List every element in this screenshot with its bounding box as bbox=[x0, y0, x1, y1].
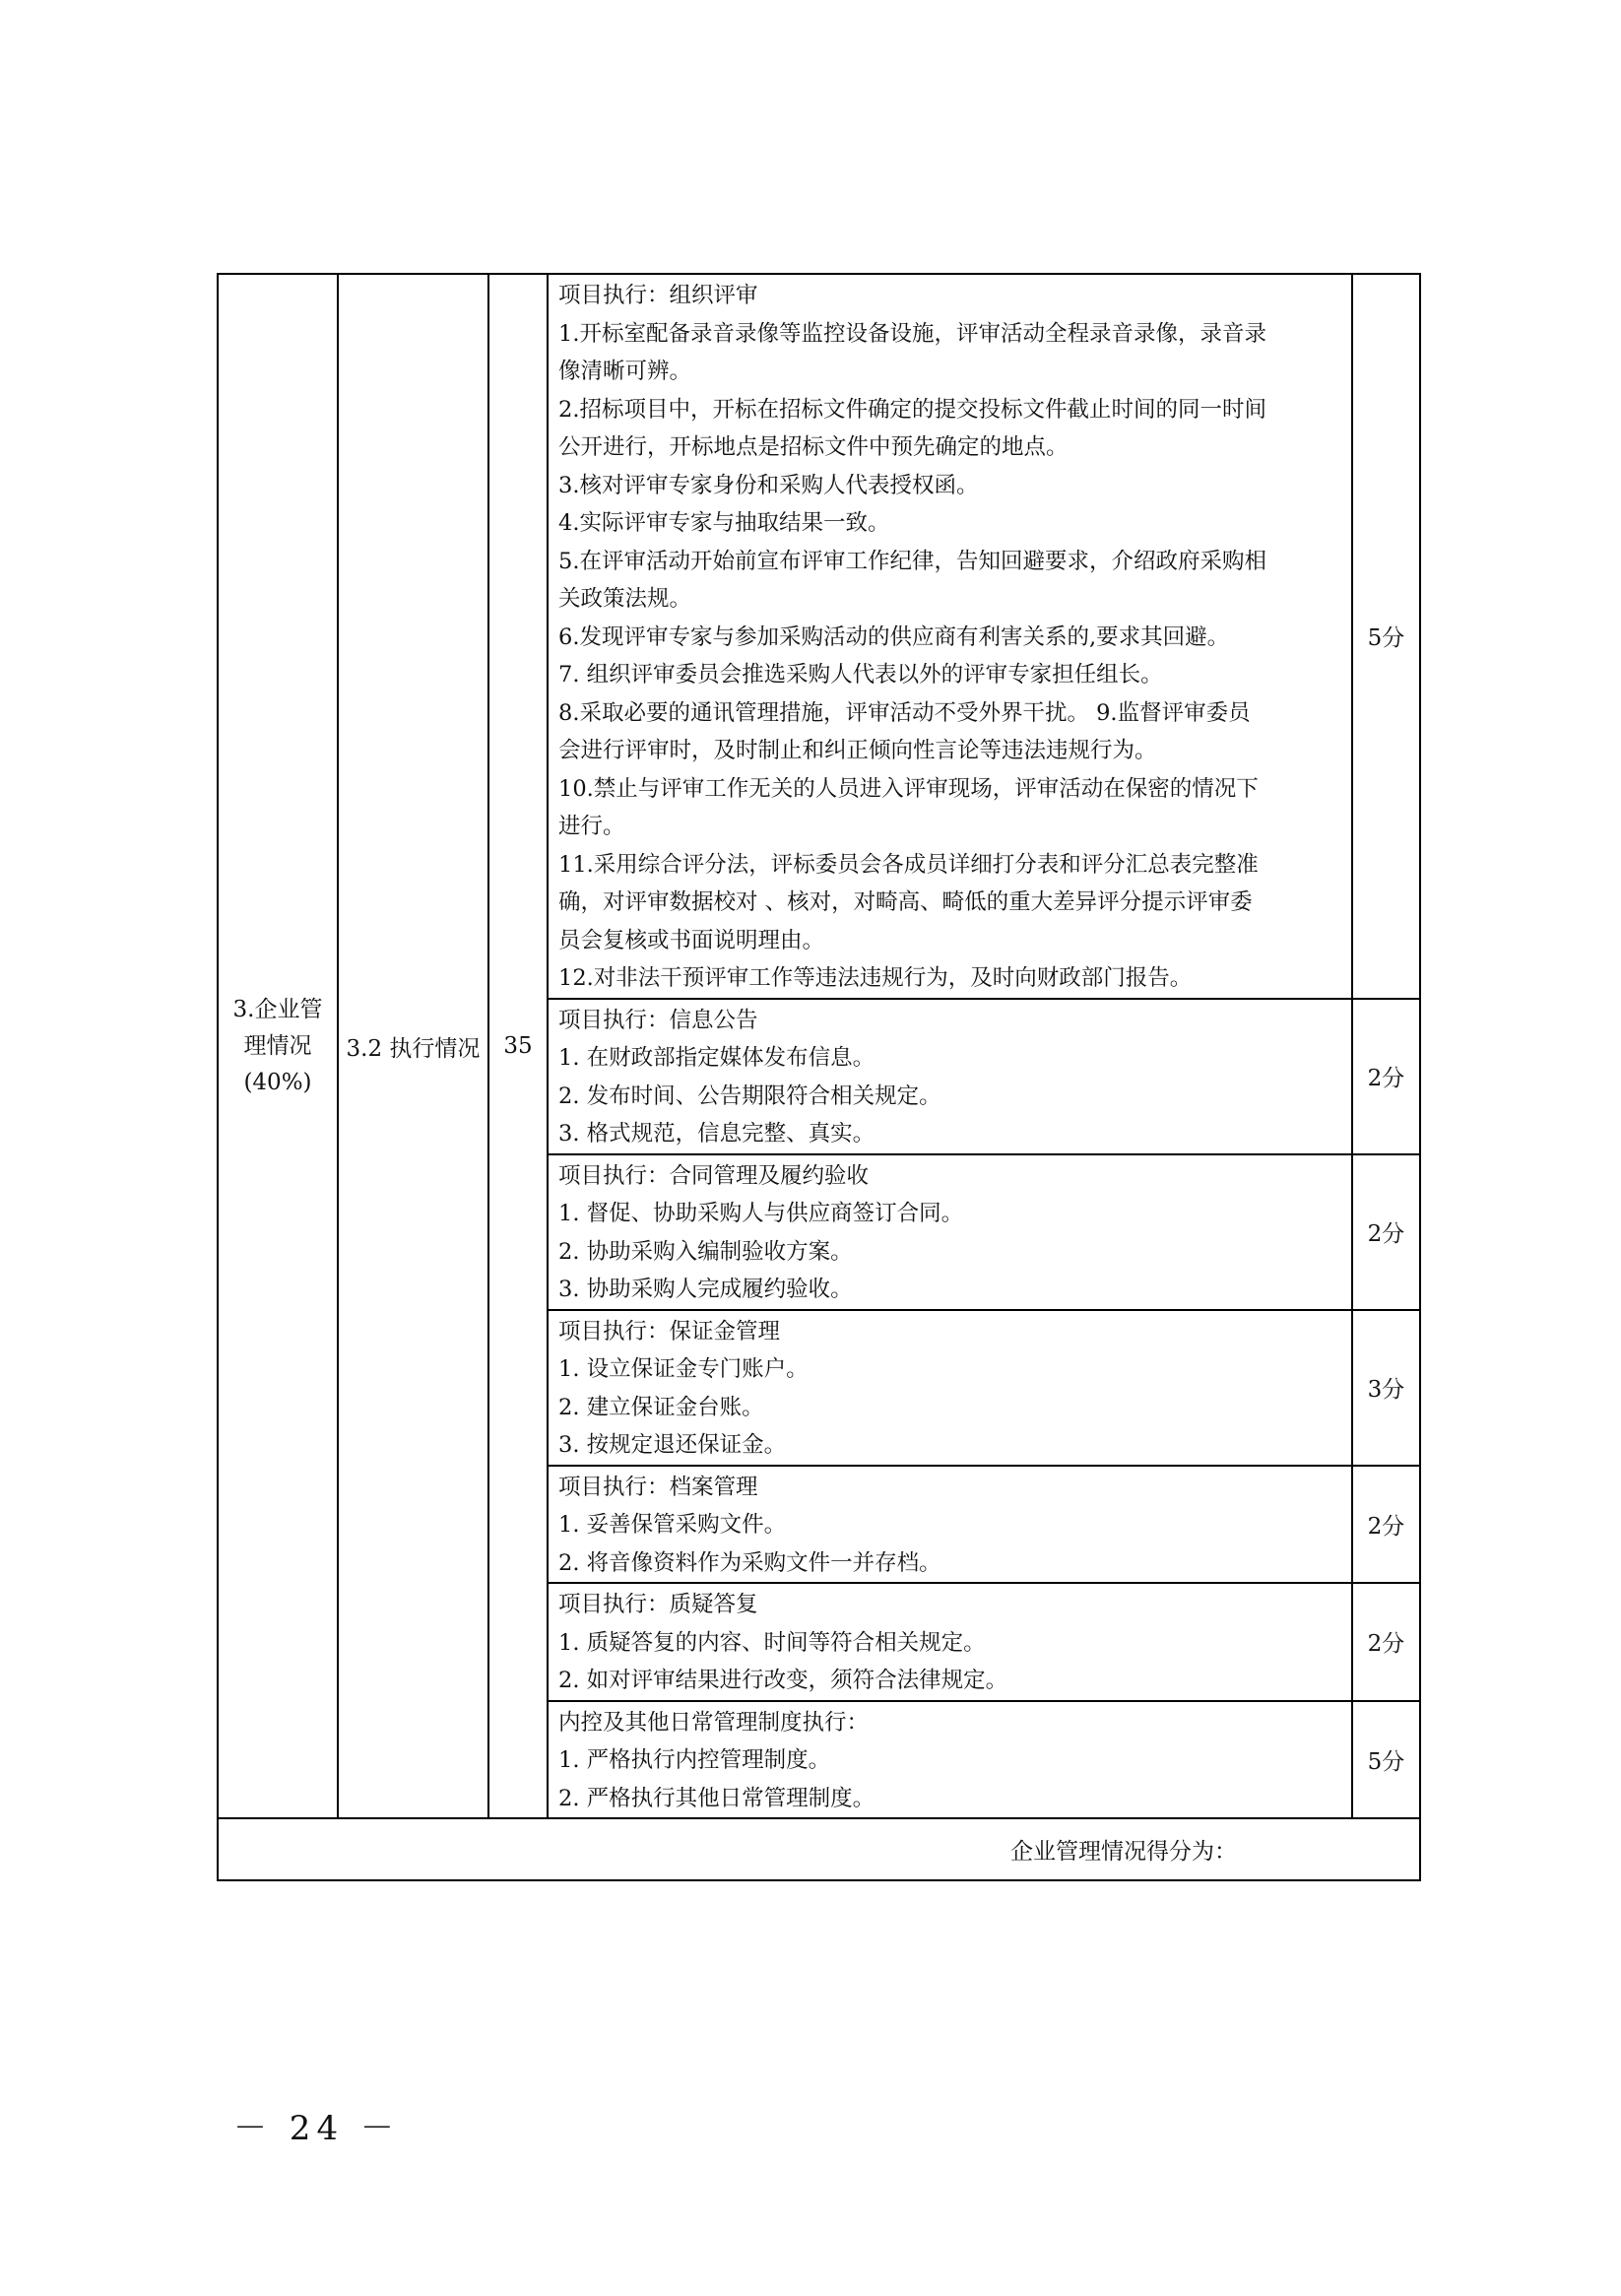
item-content-cell bbox=[548, 1583, 1352, 1701]
item-line: 确，对评审数据校对 、核对，对畸高、畸低的重大差异评分提示评审委 bbox=[558, 889, 1253, 915]
total-row bbox=[218, 1818, 1420, 1880]
item-line: 6.发现评审专家与参加采购活动的供应商有利害关系的,要求其回避。 bbox=[558, 623, 1230, 650]
item-line: 关政策法规。 bbox=[558, 586, 692, 612]
item-line: 3. 协助采购人完成履约验收。 bbox=[558, 1277, 853, 1302]
item-line: 1. 设立保证金专门账户。 bbox=[558, 1356, 809, 1382]
item-heading: 项目执行：保证金管理 bbox=[558, 1318, 781, 1345]
item-heading: 项目执行：组织评审 bbox=[558, 283, 758, 308]
item-line: 2.招标项目中，开标在招标文件确定的提交投标文件截止时间的同一时间 bbox=[558, 396, 1266, 423]
item-line: 2. 协助采购入编制验收方案。 bbox=[558, 1238, 853, 1265]
category-label-line: 理情况 bbox=[243, 1032, 312, 1059]
item-line: 11.采用综合评分法，评标委员会各成员详细打分表和评分汇总表完整准 bbox=[558, 851, 1259, 878]
subcategory-cell: 3.2 执行情况 bbox=[338, 274, 488, 1818]
item-line: 像清晰可辨。 bbox=[558, 359, 692, 384]
item-line: 1. 质疑答复的内容、时间等符合相关规定。 bbox=[558, 1629, 986, 1656]
item-heading: 项目执行：信息公告 bbox=[558, 1007, 758, 1033]
item-score-cell: 2分 bbox=[1352, 1154, 1420, 1310]
item-score-cell: 5分 bbox=[1352, 274, 1420, 999]
page-number: － 24 － bbox=[233, 2109, 400, 2148]
item-score-cell: 5分 bbox=[1352, 1701, 1420, 1819]
item-content-cell bbox=[548, 999, 1352, 1154]
item-line: 4.实际评审专家与抽取结果一致。 bbox=[558, 510, 890, 536]
item-line: 1. 督促、协助采购人与供应商签订合同。 bbox=[558, 1201, 964, 1226]
item-heading: 内控及其他日常管理制度执行： bbox=[558, 1709, 870, 1736]
item-line: 进行。 bbox=[558, 814, 625, 839]
category-cell bbox=[218, 274, 338, 1818]
item-line: 8.采取必要的通讯管理措施，评审活动不受外界干扰。 9.监督评审委员 bbox=[558, 699, 1251, 726]
item-score-cell: 2分 bbox=[1352, 1466, 1420, 1584]
item-score-cell: 3分 bbox=[1352, 1310, 1420, 1466]
item-line: 员会复核或书面说明理由。 bbox=[558, 927, 825, 953]
item-line: 3. 按规定退还保证金。 bbox=[558, 1432, 787, 1458]
table-row bbox=[218, 274, 1420, 999]
weight-cell: 35 bbox=[488, 274, 548, 1818]
item-line: 公开进行，开标地点是招标文件中预先确定的地点。 bbox=[558, 434, 1069, 460]
total-score-label: 企业管理情况得分为： bbox=[218, 1818, 1420, 1880]
item-line: 5.在评审活动开始前宣布评审工作纪律，告知回避要求，介绍政府采购相 bbox=[558, 548, 1266, 574]
item-line: 2. 如对评审结果进行改变，须符合法律规定。 bbox=[558, 1668, 1008, 1693]
item-score-cell: 2分 bbox=[1352, 1583, 1420, 1701]
item-score-cell: 2分 bbox=[1352, 999, 1420, 1154]
item-line: 1. 在财政部指定媒体发布信息。 bbox=[558, 1045, 875, 1071]
item-line: 2. 建立保证金台账。 bbox=[558, 1394, 764, 1420]
item-line: 12.对非法干预评审工作等违法违规行为，及时向财政部门报告。 bbox=[558, 965, 1193, 991]
evaluation-table bbox=[217, 273, 1421, 1881]
item-line: 2. 将音像资料作为采购文件一并存档。 bbox=[558, 1549, 941, 1576]
category-label-line: 3.企业管 bbox=[232, 996, 323, 1022]
item-content-cell bbox=[548, 1701, 1352, 1819]
item-content-cell bbox=[548, 274, 1352, 999]
item-line: 1.开标室配备录音录像等监控设备设施，评审活动全程录音录像，录音录 bbox=[558, 320, 1266, 347]
item-heading: 项目执行：合同管理及履约验收 bbox=[558, 1162, 870, 1189]
item-line: 7. 组织评审委员会推选采购人代表以外的评审专家担任组长。 bbox=[558, 662, 1163, 688]
category-percentage: (40%) bbox=[243, 1069, 312, 1095]
item-heading: 项目执行：档案管理 bbox=[558, 1474, 758, 1500]
item-line: 2. 严格执行其他日常管理制度。 bbox=[558, 1785, 875, 1811]
item-line: 10.禁止与评审工作无关的人员进入评审现场，评审活动在保密的情况下 bbox=[558, 775, 1259, 802]
item-line: 会进行评审时，及时制止和纠正倾向性言论等违法违规行为。 bbox=[558, 738, 1157, 763]
item-heading: 项目执行：质疑答复 bbox=[558, 1592, 758, 1617]
item-line: 1. 严格执行内控管理制度。 bbox=[558, 1747, 831, 1773]
item-line: 2. 发布时间、公告期限符合相关规定。 bbox=[558, 1082, 941, 1109]
item-line: 3.核对评审专家身份和采购人代表授权函。 bbox=[558, 472, 979, 498]
item-content-cell bbox=[548, 1154, 1352, 1310]
item-line: 1. 妥善保管采购文件。 bbox=[558, 1512, 787, 1538]
item-line: 3. 格式规范，信息完整、真实。 bbox=[558, 1121, 875, 1147]
item-content-cell bbox=[548, 1466, 1352, 1584]
item-content-cell bbox=[548, 1310, 1352, 1466]
